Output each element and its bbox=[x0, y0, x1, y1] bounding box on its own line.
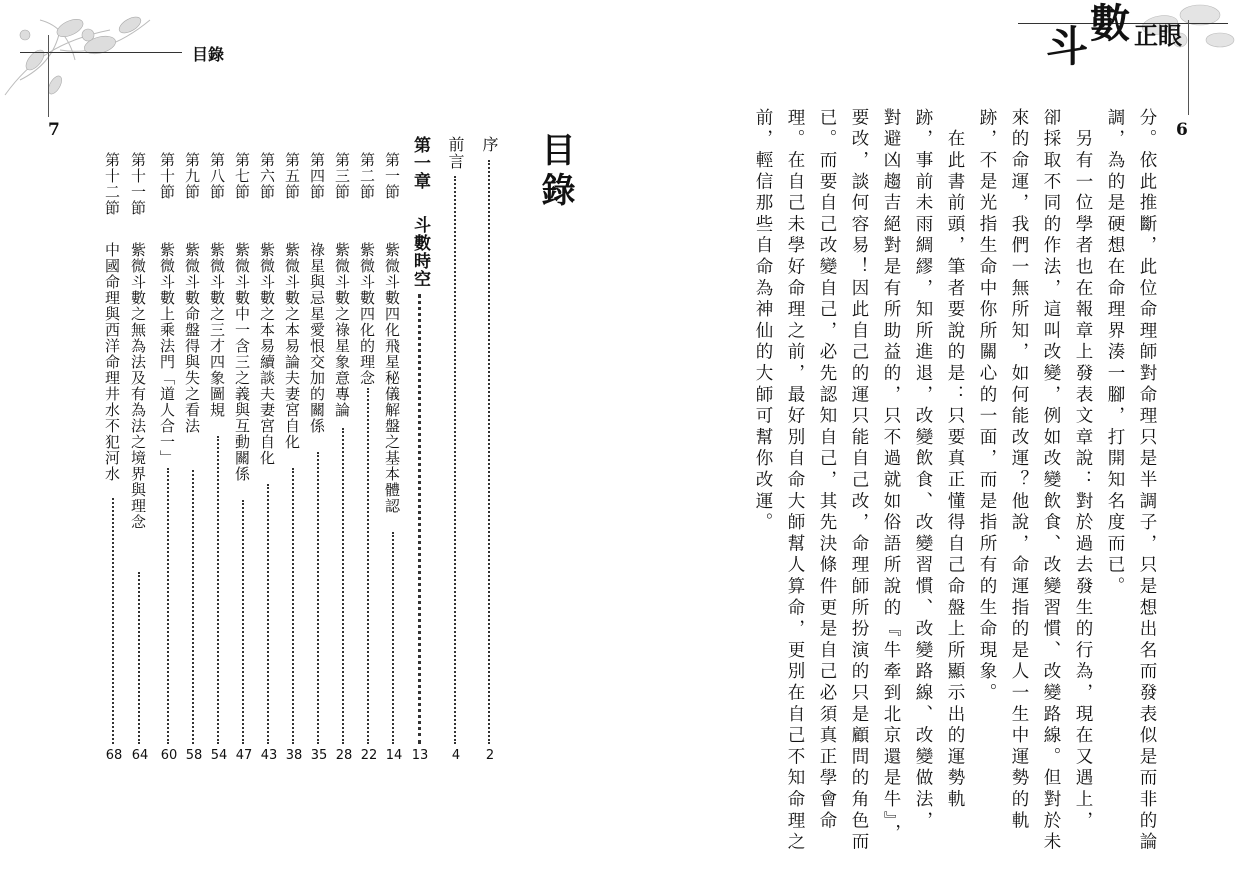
book-title-char: 斗 bbox=[1046, 22, 1089, 71]
toc-heading: 目錄 bbox=[535, 132, 575, 212]
book-title-logo bbox=[1046, 1, 1186, 71]
toc-section-number: 第八節 bbox=[208, 152, 226, 200]
toc-page-number: 4 bbox=[451, 748, 461, 763]
leader-dots bbox=[418, 294, 421, 744]
body-text-column: 另有一位學者也在報章上發表文章說：對於過去發生的行為，現在又遇上， bbox=[1073, 108, 1093, 833]
toc-page-number: 14 bbox=[385, 748, 403, 763]
body-text-column: 跡，不是光指生命中你所關心的一面，而是指所有的生命現象。 bbox=[977, 108, 997, 705]
toc-section-title: 紫微斗數四化飛星秘儀解盤之基本體認 bbox=[383, 242, 401, 514]
toc-section-title: 祿星與忌星愛恨交加的關係 bbox=[308, 242, 326, 434]
leader-dots bbox=[367, 388, 369, 744]
toc-page-number: 28 bbox=[335, 748, 353, 763]
running-head: 目錄 bbox=[192, 45, 225, 64]
toc-section-number: 第十二節 bbox=[103, 152, 121, 216]
toc-section-number: 第三節 bbox=[333, 152, 351, 200]
toc-page-number: 13 bbox=[411, 748, 429, 763]
toc-page-number: 38 bbox=[285, 748, 303, 763]
toc-section-title: 紫微斗數之本易論夫妻宮自化 bbox=[283, 242, 301, 450]
toc-section-title: 紫微斗數四化的理念 bbox=[358, 242, 376, 386]
body-text-column: 在此書前頭，筆者要說的是：只要真正懂得自己命盤上所顯示出的運勢軌 bbox=[945, 108, 965, 811]
leader-dots bbox=[267, 484, 269, 744]
body-text-column: 要改，談何容易！因此自己的運只能自己改，命理師所扮演的只是顧問的角色而 bbox=[849, 108, 869, 854]
leader-dots bbox=[192, 470, 194, 744]
toc-page-number: 35 bbox=[310, 748, 328, 763]
toc-section-number: 第一節 bbox=[383, 152, 401, 200]
toc-section-title: 紫微斗數之無為法及有為法之境界與理念 bbox=[129, 242, 147, 530]
body-text-column: 理。在自己未學好命理之前，最好別自命大師幫人算命，更別在自己不知命理之 bbox=[785, 108, 805, 854]
body-text-column: 對避凶趨吉絕對是有所助益的，只不過就如俗語所說的『牛牽到北京還是牛』， bbox=[881, 108, 901, 845]
toc-section-number: 第四節 bbox=[308, 152, 326, 200]
body-text-column: 調，為的是硬想在命理界湊一腳，打開知名度而已。 bbox=[1105, 108, 1125, 598]
leader-dots bbox=[317, 452, 319, 744]
leader-dots bbox=[292, 468, 294, 744]
body-text-column: 來的命運，我們一無所知，如何能改運？他說，命運指的是人一生中運勢的軌 bbox=[1009, 108, 1029, 833]
leader-dots bbox=[167, 468, 169, 744]
leader-dots bbox=[112, 498, 114, 744]
toc-section-title: 紫微斗數之三才四象圖規 bbox=[208, 242, 226, 418]
header-rule bbox=[20, 52, 182, 53]
page-number: 7 bbox=[48, 120, 60, 140]
toc-page-number: 43 bbox=[260, 748, 278, 763]
toc-entry-label: 序 bbox=[480, 136, 499, 153]
toc-section-number: 第十一節 bbox=[129, 152, 147, 216]
book-title-subtitle: 正眼 bbox=[1134, 22, 1182, 50]
toc-entry-label: 前言 bbox=[446, 136, 465, 170]
book-title-char: 數 bbox=[1090, 1, 1130, 47]
body-text-column: 前，輕信那些自命為神仙的大師可幫你改運。 bbox=[753, 108, 773, 534]
toc-section-number: 第九節 bbox=[183, 152, 201, 200]
leader-dots bbox=[392, 532, 394, 744]
toc-section-number: 第七節 bbox=[233, 152, 251, 200]
left-page bbox=[0, 0, 612, 874]
toc-section-title: 紫微斗數之祿星象意專論 bbox=[333, 242, 351, 418]
header-vertical-rule bbox=[1188, 20, 1189, 115]
toc-section-number: 第五節 bbox=[283, 152, 301, 200]
toc-section-title: 紫微斗數中一含三之義與互動關係 bbox=[233, 242, 251, 482]
toc-page-number: 2 bbox=[485, 748, 495, 763]
leader-dots bbox=[454, 176, 456, 744]
body-text-column: 已。而要自己改變自己，必先認知自己，其先決條件更是自己必須真正學會命 bbox=[817, 108, 837, 833]
toc-page-number: 22 bbox=[360, 748, 378, 763]
toc-page-number: 58 bbox=[185, 748, 203, 763]
toc-page-number: 54 bbox=[210, 748, 228, 763]
leader-dots bbox=[138, 572, 140, 744]
toc-section-number: 第六節 bbox=[258, 152, 276, 200]
header-vertical-rule bbox=[48, 35, 49, 117]
leader-dots bbox=[342, 428, 344, 744]
toc-chapter-number: 第一章 bbox=[410, 136, 430, 190]
toc-page-number: 60 bbox=[160, 748, 178, 763]
body-text-column: 跡，事前未雨綢繆，知所進退，改變飲食、改變習慣、改變路線、改變做法， bbox=[913, 108, 933, 833]
body-text-column: 分。依此推斷，此位命理師對命理只是半調子，只是想出名而發表似是而非的論 bbox=[1137, 108, 1157, 854]
toc-section-number: 第十節 bbox=[158, 152, 176, 200]
toc-section-title: 紫微斗數上乘法門「道人合一」 bbox=[158, 242, 176, 466]
toc-section-title: 紫微斗數之本易續談夫妻宮自化 bbox=[258, 242, 276, 466]
toc-section-title: 中國命理與西洋命理井水不犯河水 bbox=[103, 242, 121, 482]
toc-page-number: 68 bbox=[105, 748, 123, 763]
leader-dots bbox=[217, 436, 219, 744]
toc-section-number: 第二節 bbox=[358, 152, 376, 200]
toc-page-number: 47 bbox=[235, 748, 253, 763]
page-number: 6 bbox=[1176, 120, 1188, 140]
leader-dots bbox=[488, 160, 490, 744]
body-text-column: 卻採取不同的作法，這叫改變，例如改變飲食、改變習慣、改變路線。但對於未 bbox=[1041, 108, 1061, 854]
leader-dots bbox=[242, 500, 244, 744]
toc-section-title: 紫微斗數命盤得與失之看法 bbox=[183, 242, 201, 434]
toc-chapter-title: 斗數時空 bbox=[410, 216, 430, 288]
toc-page-number: 64 bbox=[131, 748, 149, 763]
